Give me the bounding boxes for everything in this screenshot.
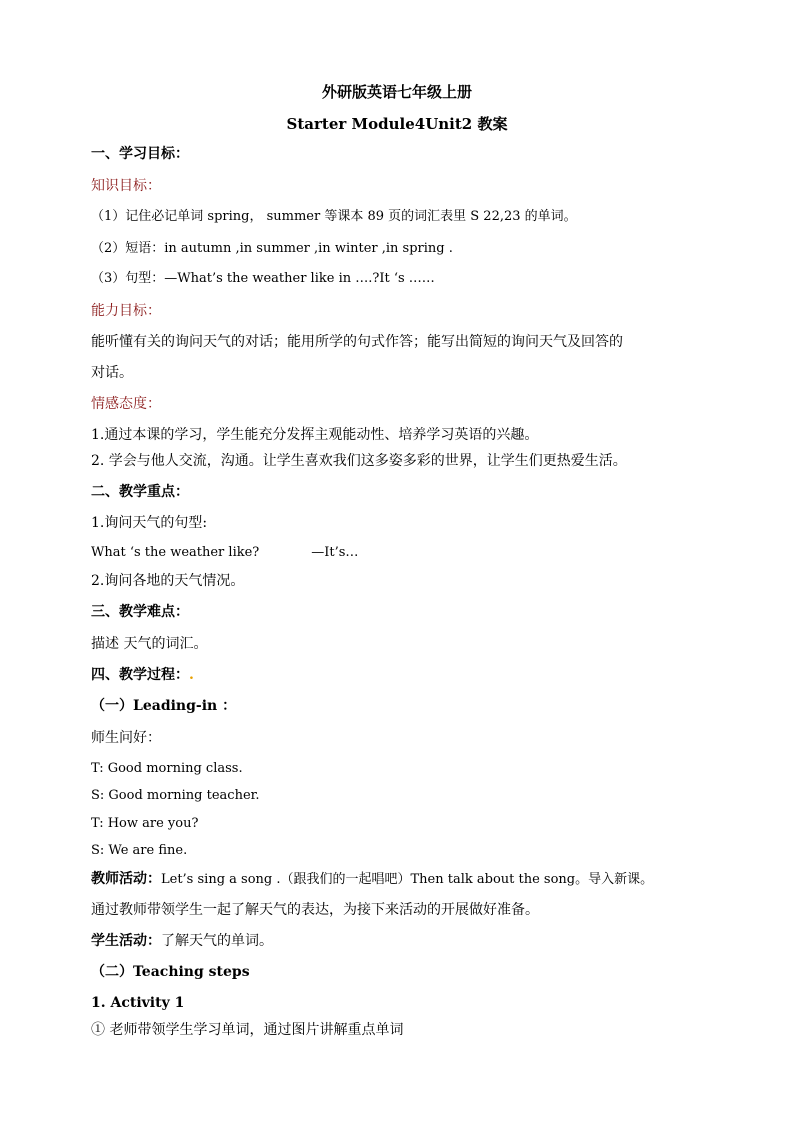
key-point-sentence: [91, 543, 358, 563]
doc-title: 外研版英语七年级上册: [321, 83, 472, 101]
ability-goal-heading: 能力目标：: [91, 303, 161, 319]
knowledge-item-3: （3）句型：—What’s the weather like in ….?It ‘s ……: [91, 271, 435, 286]
knowledge-item-2: （2）短语：in autumn ,in summer ,in winter ,in spring .: [91, 241, 453, 256]
teacher-activity-label: 教师活动：: [91, 871, 161, 887]
process-heading-text: 四、教学过程：: [91, 667, 189, 683]
teacher-activity-text: Let’s sing a song .（跟我们的一起唱吧）Then talk about the song。导入新课。: [161, 872, 654, 887]
key-point-2: 2.询问各地的天气情况。: [91, 573, 245, 589]
ability-text-line-1: 能听懂有关的询问天气的对话；能用所学的句式作答；能写出简短的询问天气及回答的: [91, 334, 623, 350]
activity-1-heading: 1. Activity 1: [91, 995, 185, 1011]
section-heading-key-points: 二、教学重点：: [91, 484, 189, 500]
student-activity-text: 了解天气的单词。: [161, 933, 273, 949]
emotion-item-1: 1.通过本课的学习，学生能充分发挥主观能动性、培养学习英语的兴趣。: [91, 427, 539, 443]
student-activity: [91, 931, 273, 951]
emotion-goal-heading: 情感态度：: [91, 396, 161, 412]
greeting-label: 师生问好：: [91, 730, 161, 746]
key-point-answer: —It’s…: [311, 545, 359, 560]
key-point-1: 1.询问天气的句型:: [91, 515, 208, 531]
section-heading-difficulties: 三、教学难点：: [91, 604, 189, 620]
doc-subtitle: Starter Module4Unit2 教案: [286, 115, 508, 133]
key-point-question: What ‘s the weather like?: [91, 545, 260, 560]
dialogue-line-s2: S: We are fine.: [91, 843, 188, 858]
knowledge-item-1: （1）记住必记单词 spring， summer 等课本 89 页的词汇表里 S 22,23 的单词。: [91, 209, 577, 224]
step-teaching-steps: （二）Teaching steps: [91, 964, 250, 980]
dialogue-line-s1: S: Good morning teacher.: [91, 788, 260, 803]
teacher-activity-line-2: 通过教师带领学生一起了解天气的表达，为接下来活动的开展做好准备。: [91, 902, 539, 918]
ability-text-line-2: 对话。: [91, 365, 133, 381]
emotion-item-2: 2. 学会与他人交流，沟通。让学生喜欢我们这多姿多彩的世界，让学生们更热爱生活。: [91, 453, 627, 469]
dialogue-line-t2: T: How are you?: [91, 816, 199, 831]
process-heading-dot: .: [189, 667, 194, 683]
knowledge-goal-heading: 知识目标：: [91, 178, 161, 194]
dialogue-line-t1: T: Good morning class.: [91, 761, 243, 776]
step-leading-in: （一）Leading-in ：: [91, 698, 237, 714]
activity-1-item: ① 老师带领学生学习单词，通过图片讲解重点单词: [91, 1022, 404, 1038]
student-activity-label: 学生活动：: [91, 933, 161, 949]
teacher-activity: [91, 869, 653, 890]
section-heading-goals: 一、学习目标：: [91, 146, 189, 162]
difficulty-item: 描述 天气的词汇。: [91, 636, 208, 652]
section-heading-process: [91, 665, 194, 685]
